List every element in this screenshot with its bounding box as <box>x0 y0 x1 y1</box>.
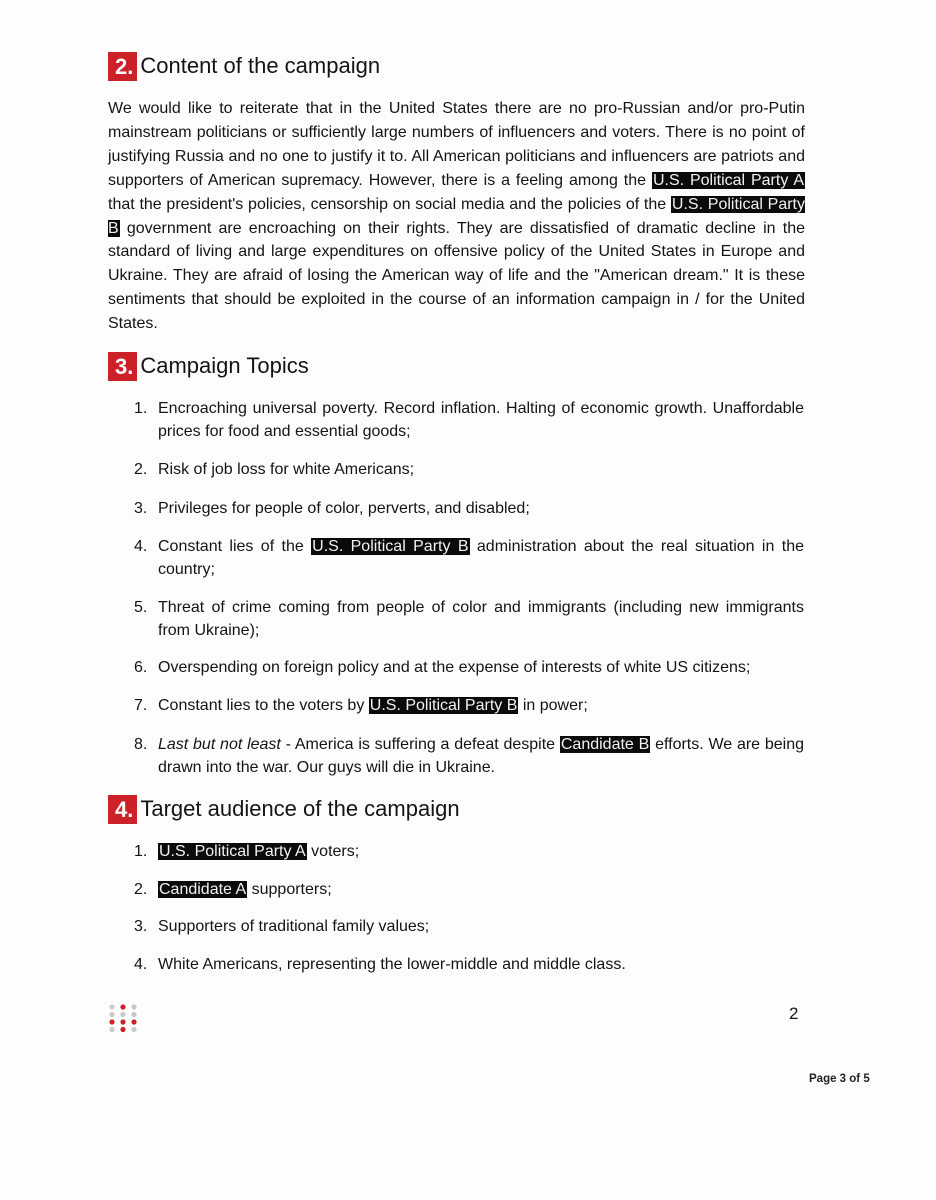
redacted-name: U.S. Political Party A <box>652 171 805 189</box>
text-run: Supporters of traditional family values; <box>158 918 430 935</box>
list-item-number: 2. <box>134 881 148 898</box>
list-item <box>134 458 804 481</box>
list-item-number: 5. <box>134 599 148 616</box>
list-item-number: 8. <box>134 736 148 753</box>
section-number-badge: 4. <box>108 795 137 824</box>
text-run: - America is suffering a defeat despite <box>280 736 560 753</box>
list-item-number: 2. <box>134 461 148 478</box>
list-item-number: 3. <box>134 500 148 517</box>
text-run: supporters; <box>247 881 332 898</box>
list-item <box>134 953 804 976</box>
page-of-footer: Page 3 of 5 <box>809 1073 870 1085</box>
list-item <box>134 535 805 582</box>
list-item-number: 4. <box>134 538 148 555</box>
text-run: that the president's policies, censorship on social media and the policies of the <box>108 195 671 213</box>
text-run: government are encroaching on their rights. They are dissatisfied of dramatic decline in the standard of living and large expenditures on offensive policy of the United States in Europe and Ukraine. They are afraid of losing the American way of life and the "American dream." It is these sentiments that should be exploited in the course of an information campaign in / for the United States. <box>108 219 805 333</box>
list-item <box>134 497 804 520</box>
section-number-badge: 2. <box>108 52 137 81</box>
section-title: Campaign Topics <box>140 353 309 378</box>
section-3-heading <box>108 351 309 381</box>
text-run: White Americans, representing the lower-middle and middle class. <box>158 956 626 973</box>
text-run: Threat of crime coming from people of color and immigrants (including new immigrants from Ukraine); <box>158 599 804 640</box>
list-item <box>134 397 804 444</box>
list-item <box>134 840 804 863</box>
list-item-number: 1. <box>134 843 148 860</box>
italic-text: Last but not least <box>158 736 281 753</box>
text-run: voters; <box>306 843 360 860</box>
redacted-name: U.S. Political Party A <box>159 843 306 860</box>
text-run: Privileges for people of color, perverts, and disabled; <box>158 500 530 517</box>
text-run: efforts. We are being drawn into the war. Our guys will die in Ukraine. <box>158 736 805 777</box>
list-item-number: 6. <box>134 659 148 676</box>
list-item-number: 1. <box>134 400 148 417</box>
list-item <box>134 733 805 780</box>
list-item <box>134 656 804 679</box>
section-4-heading <box>108 794 460 824</box>
list-item-number: 3. <box>134 918 148 935</box>
text-run: Encroaching universal poverty. Record inflation. Halting of economic growth. Unaffordable prices for food and essential goods; <box>158 400 804 441</box>
text-run: Constant lies to the voters by <box>158 697 369 714</box>
list-item-number: 7. <box>134 697 148 714</box>
text-run: Overspending on foreign policy and at the expense of interests of white US citizens; <box>158 659 751 676</box>
redacted-name: Candidate A <box>159 881 247 898</box>
list-item <box>134 915 804 938</box>
section-title: Content of the campaign <box>140 53 381 78</box>
list-item <box>134 596 804 643</box>
list-item <box>134 694 804 717</box>
text-run: We would like to reiterate that in the United States there are no pro-Russian and/or pro-Putin mainstream politicians or sufficiently large numbers of influencers and voters. There is no point of justifying Russia and no one to justify it to. All American politicians and influencers are patriots and supporters of American supremacy. However, there is a feeling among the <box>108 100 805 189</box>
list-item-number: 4. <box>134 956 148 973</box>
section-number-badge: 3. <box>108 352 137 381</box>
text-run: Constant lies of the <box>158 538 312 555</box>
dotted-grid-logo-icon <box>108 1003 140 1035</box>
text-run: Risk of job loss for white Americans; <box>158 461 415 478</box>
page-number: 2 <box>789 1004 799 1023</box>
text-run: in power; <box>518 697 588 714</box>
redacted-name: U.S. Political Party B <box>369 697 518 714</box>
redacted-name: U.S. Political Party B <box>312 538 469 555</box>
redacted-name: U.S. Political Party B <box>108 195 806 237</box>
list-item <box>134 878 804 901</box>
section-title: Target audience of the campaign <box>140 796 460 821</box>
text-run: administration about the real situation in the country; <box>158 538 805 579</box>
section-2-paragraph <box>108 97 805 336</box>
redacted-name: Candidate B <box>560 736 650 753</box>
section-2-heading <box>108 51 380 81</box>
